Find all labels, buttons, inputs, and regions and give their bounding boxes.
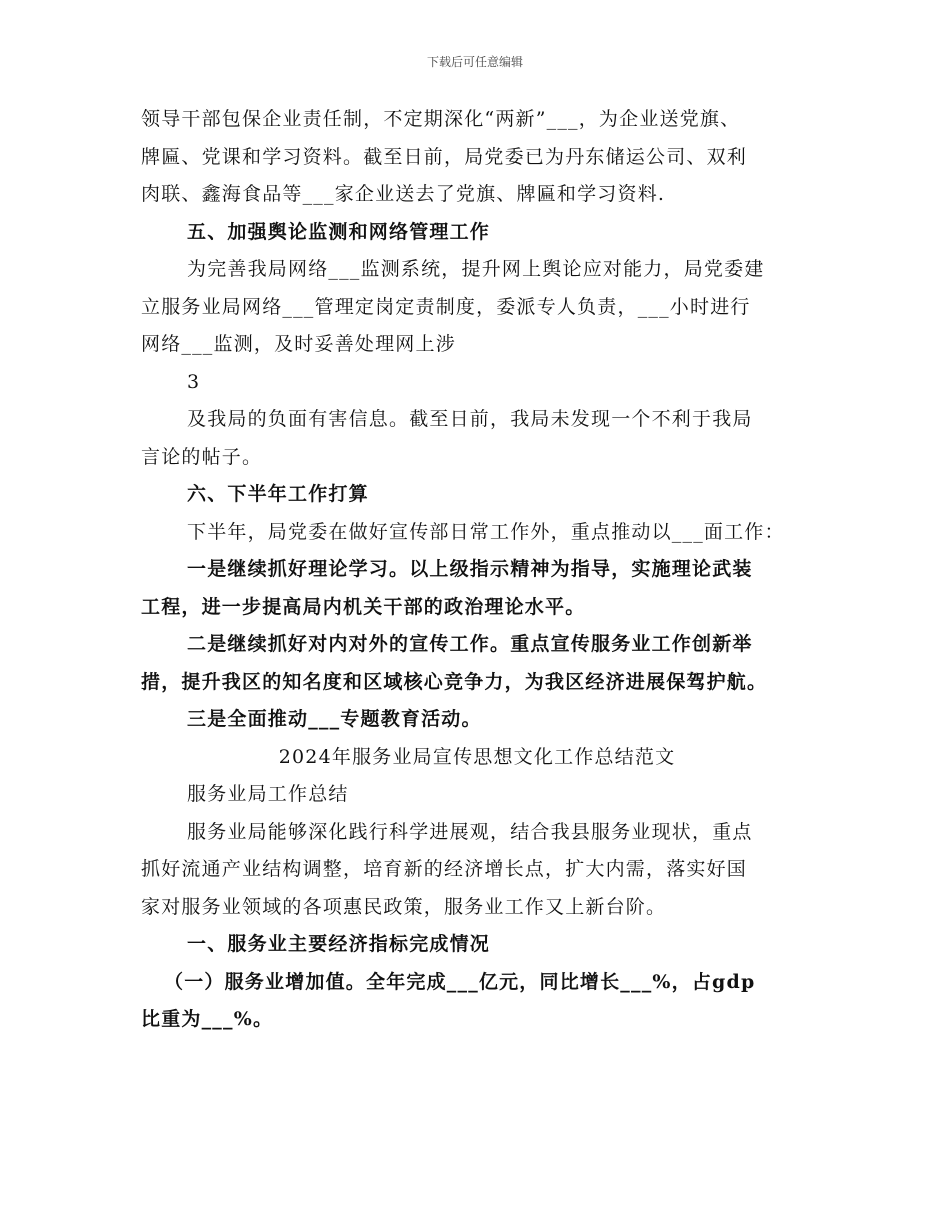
paragraph-line: 抓好流通产业结构调整，培育新的经济增长点，扩大内需，落实好国 [141, 858, 748, 880]
paragraph-line: 工程，进一步提高局内机关干部的政治理论水平。 [141, 595, 586, 618]
paragraph-line: 家对服务业领域的各项惠民政策，服务业工作又上新台阶。 [141, 895, 667, 918]
subtitle: 服务业局工作总结 [187, 783, 349, 805]
paragraph-line: 措，提升我区的知名度和区域核心竞争力，为我区经济进展保驾护航。 [141, 670, 768, 693]
page-header: 下载后可任意编辑 [426, 55, 523, 69]
paragraph-line: 一是继续抓好理论学习。以上级指示精神为指导，实施理论武装 [187, 558, 753, 580]
document-body [141, 101, 813, 1039]
paragraph-line: 肉联、鑫海食品等___家企业送去了党旗、牌匾和学习资料. [141, 183, 666, 205]
section-heading-6: 六、下半年工作打算 [187, 483, 369, 505]
paragraph-line: 为完善我局网络___监测系统，提升网上舆论应对能力，局党委建 [187, 258, 765, 280]
paragraph-line: 二是继续抓好对内对外的宣传工作。重点宣传服务业工作创新举 [187, 633, 753, 655]
document-title: 2024年服务业局宣传思想文化工作总结范文 [278, 745, 676, 768]
paragraph-line: 牌匾、党课和学习资料。截至日前，局党委已为丹东储运公司、双利 [141, 145, 748, 168]
paragraph-line: 言论的帖子。 [141, 445, 263, 468]
paragraph-line: 比重为___%。 [141, 1008, 274, 1030]
section-heading-5: 五、加强舆论监测和网络管理工作 [187, 220, 491, 243]
paragraph-line: 及我局的负面有害信息。截至日前，我局未发现一个不利于我局 [187, 408, 753, 430]
paragraph-line: 网络___监测，及时妥善处理网上涉 [141, 333, 456, 355]
paragraph-line: （一）服务业增加值。全年完成___亿元，同比增长___%，占gdp [164, 970, 756, 993]
page-number: 3 [187, 370, 200, 393]
paragraph-line: 下半年，局党委在做好宣传部日常工作外，重点推动以___面工作： [187, 520, 785, 543]
paragraph-line: 领导干部包保企业责任制，不定期深化“两新”___，为企业送党旗、 [141, 108, 741, 130]
paragraph-line: 服务业局能够深化践行科学进展观，结合我县服务业现状，重点 [187, 820, 753, 843]
paragraph-line: 立服务业局网络___管理定岗定责制度，委派专人负责，___小时进行 [141, 295, 751, 318]
paragraph-line: 三是全面推动___专题教育活动。 [187, 708, 482, 730]
section-heading-1: 一、服务业主要经济指标完成情况 [187, 933, 491, 955]
